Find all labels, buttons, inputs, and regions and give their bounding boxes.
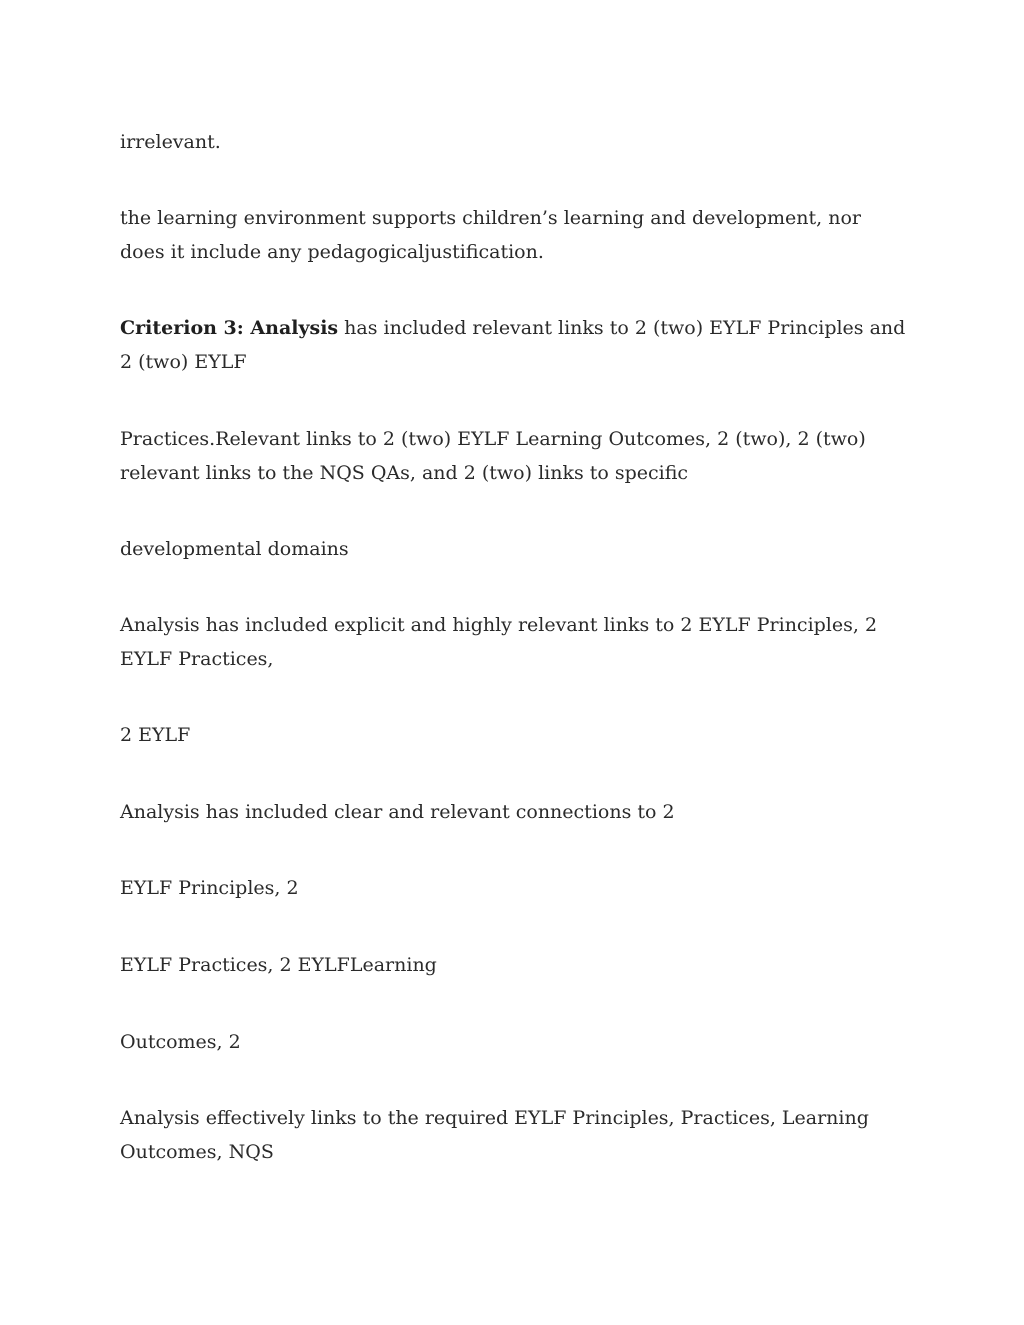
paragraph-irrelevant: irrelevant. [120, 131, 221, 153]
paragraph-criterion-3 [120, 311, 910, 379]
paragraph-practices-links: Practices.Relevant links to 2 (two) EYLF Learning Outcomes, 2 (two), 2 (two) relevant links to the NQS QAs, and 2 (two) links to specific [120, 428, 866, 484]
criterion-heading: Criterion 3: Analysis [120, 317, 339, 339]
paragraph-learning-environment: the learning environment supports children’s learning and development, nor does it include any pedagogicaljustification. [120, 207, 861, 263]
paragraph-explicit-links: Analysis has included explicit and highly relevant links to 2 EYLF Principles, 2 EYLF Practices, [120, 614, 878, 670]
paragraph-eylf-practices: EYLF Practices, 2 EYLFLearning [120, 954, 437, 976]
criterion-text: has included relevant links to 2 (two) EYLF Principles and 2 (two) EYLF [120, 317, 906, 373]
paragraph-2-eylf: 2 EYLF [120, 724, 191, 746]
paragraph-outcomes: Outcomes, 2 [120, 1031, 241, 1053]
paragraph-effective-links: Analysis effectively links to the required EYLF Principles, Practices, Learning Outcomes, NQS [120, 1107, 869, 1163]
paragraph-developmental-domains: developmental domains [120, 538, 349, 560]
paragraph-clear-connections: Analysis has included clear and relevant connections to 2 [120, 801, 675, 823]
paragraph-eylf-principles: EYLF Principles, 2 [120, 877, 299, 899]
